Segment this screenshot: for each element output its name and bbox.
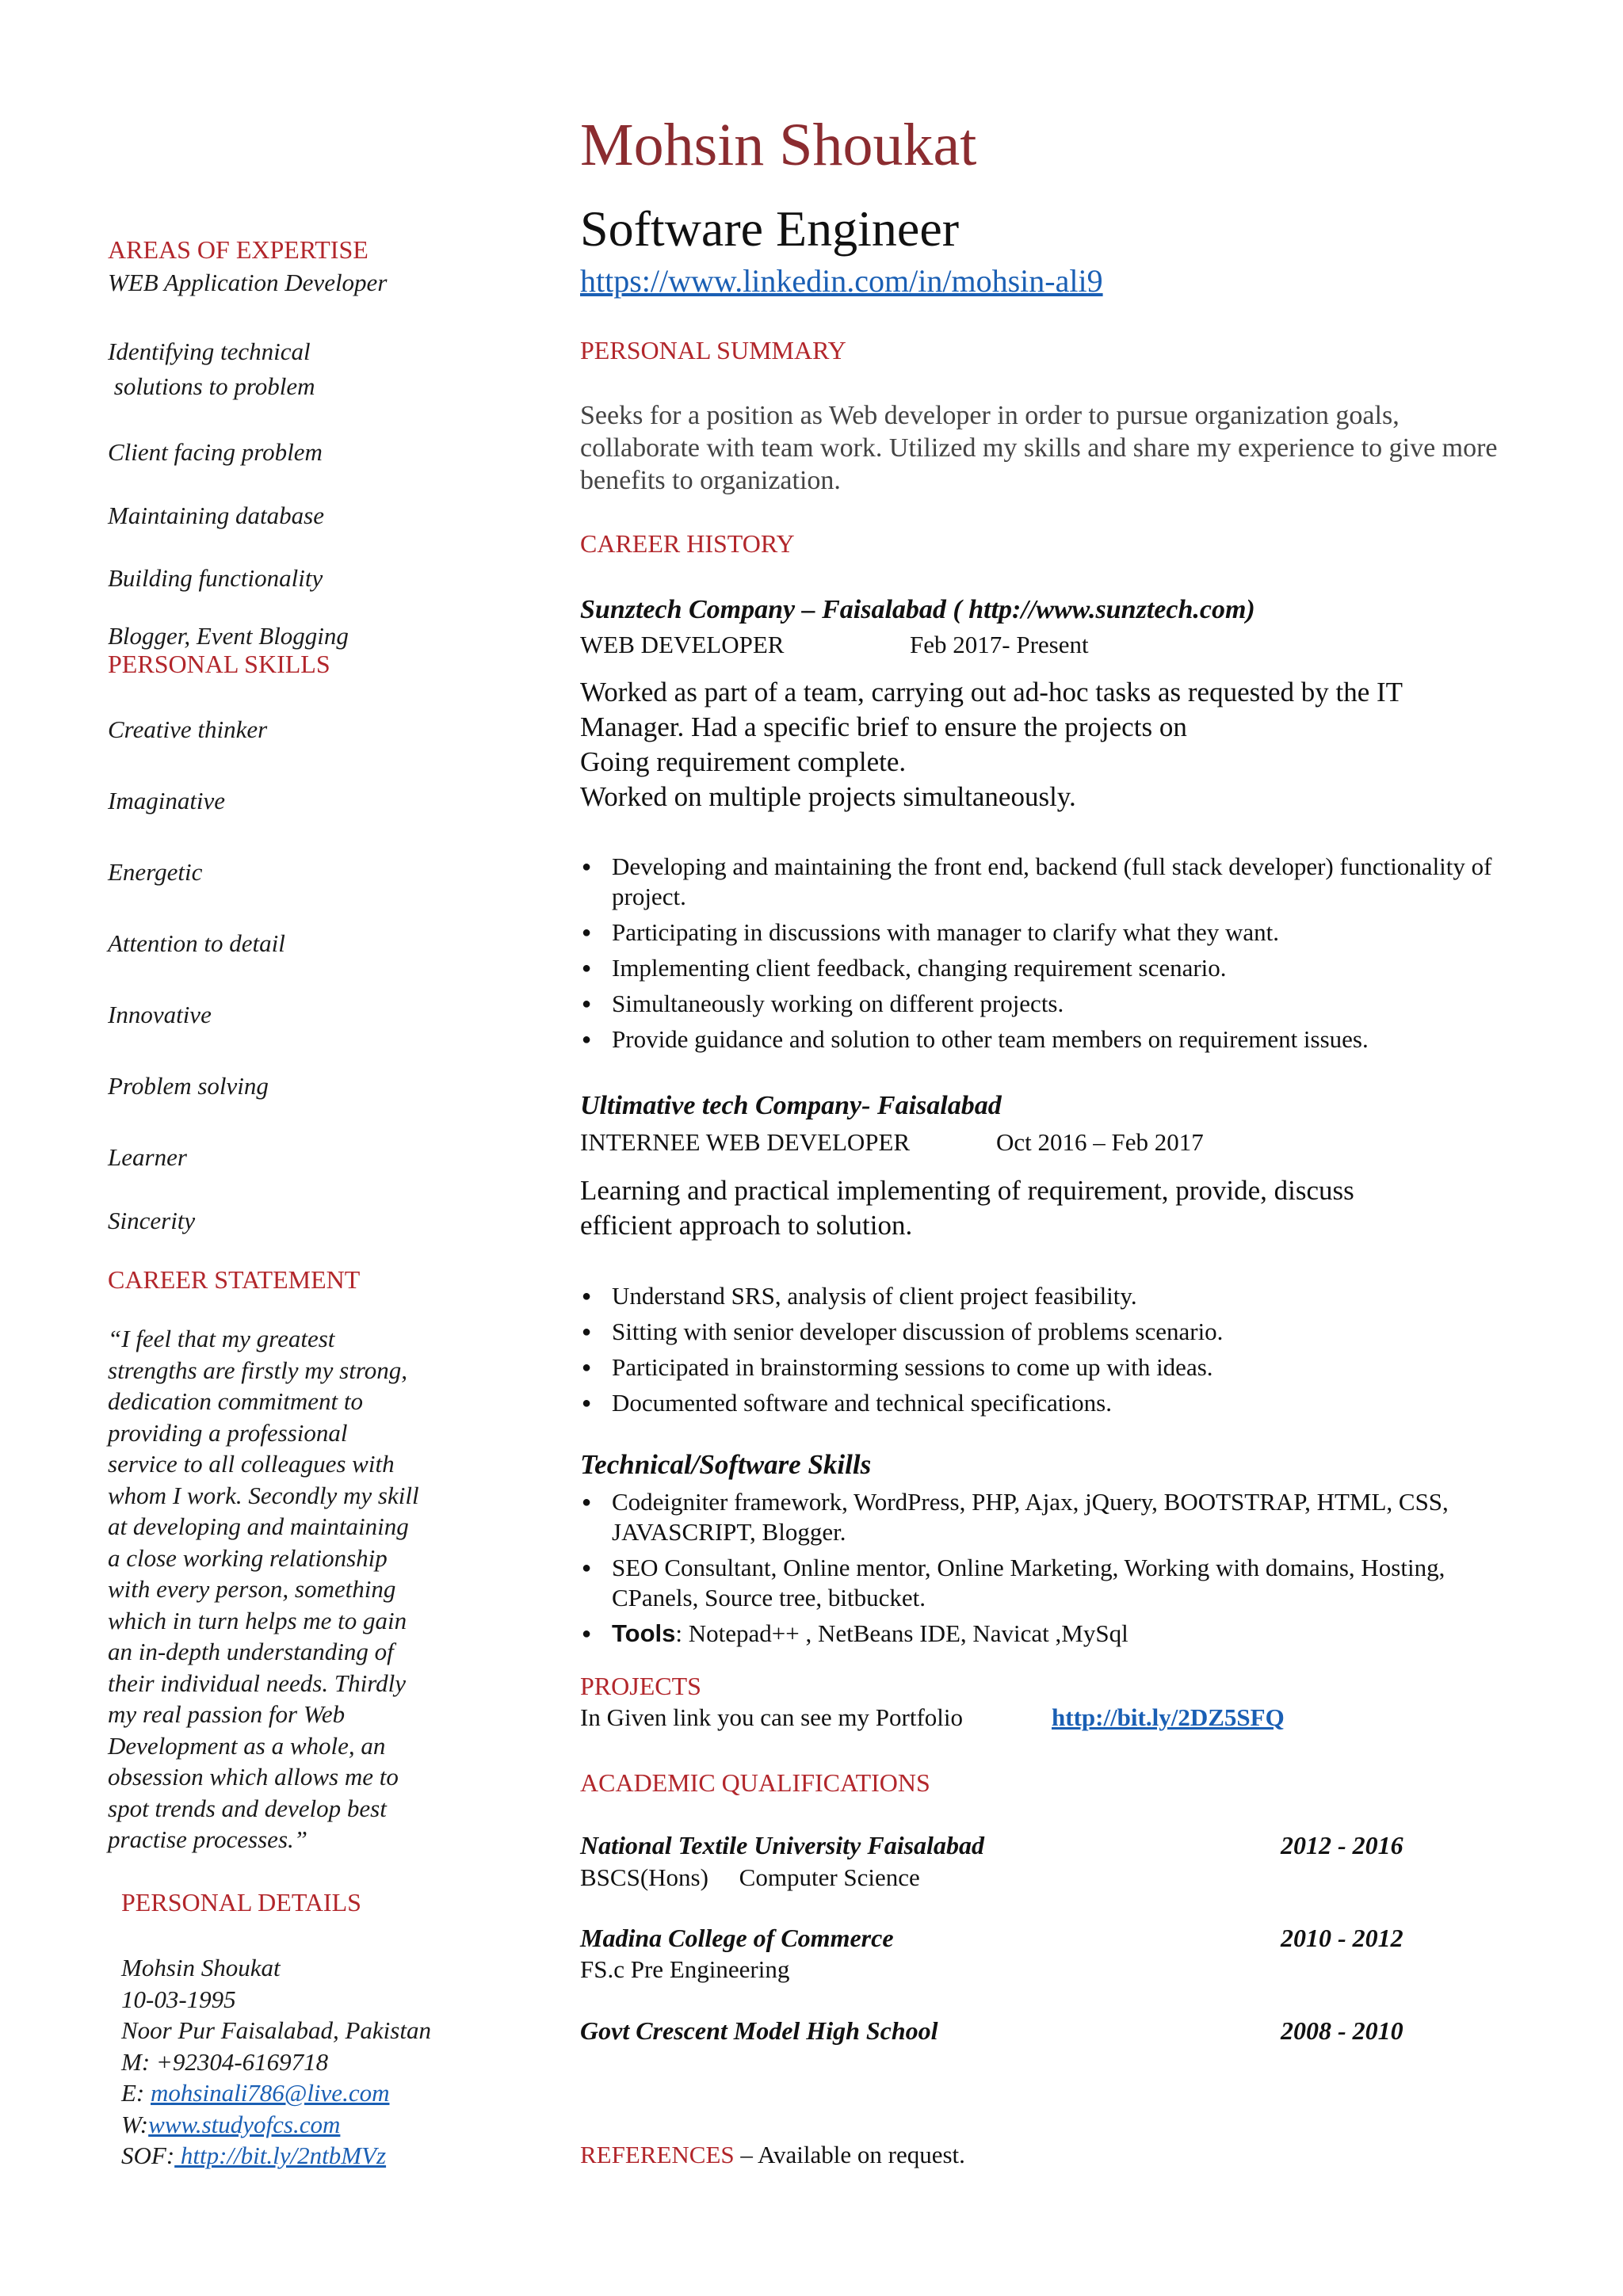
description-line: Worked on multiple projects simultaneously. (580, 781, 1076, 812)
list-item: ● Participating in discussions with manager to clarify what they want. (580, 917, 1507, 948)
statement-line: a close working relationship (108, 1543, 388, 1572)
skill-item: Creative thinker (108, 715, 268, 743)
statement-line: obsession which allows me to (108, 1763, 399, 1791)
career-heading: CAREER HISTORY (580, 529, 795, 558)
list-item-tools (580, 1619, 1507, 1649)
linkedin-link[interactable]: https://www.linkedin.com/in/mohsin-ali9 (580, 263, 1103, 299)
statement-line: at developing and maintaining (108, 1512, 409, 1540)
details-name: Mohsin Shoukat (121, 1954, 281, 1981)
description-line: Learning and practical implementing of requirement, provide, discuss (580, 1175, 1354, 1206)
skill-item: Innovative (108, 1001, 212, 1028)
summary-heading: PERSONAL SUMMARY (580, 336, 846, 364)
statement-line: service to all colleagues with (108, 1450, 395, 1478)
skill-item: Energetic (108, 858, 203, 886)
mobile-label: M: (121, 2047, 156, 2076)
details-address: Noor Pur Faisalabad, Pakistan (121, 2016, 431, 2044)
description-line: Going requirement complete. (580, 746, 907, 777)
skill-item: Sincerity (108, 1207, 196, 1234)
job-dates: Oct 2016 – Feb 2017 (996, 1128, 1204, 1156)
skill-item: Imaginative (108, 787, 226, 814)
skill-item: Problem solving (108, 1072, 269, 1100)
tech-skills-heading: Technical/Software Skills (580, 1449, 872, 1480)
projects-text: In Given link you can see my Portfolio (580, 1703, 963, 1731)
skill-item: Attention to detail (108, 929, 285, 957)
career-statement (108, 1323, 419, 1855)
list-item: ● Sitting with senior developer discussion of problems scenario. (580, 1317, 1507, 1347)
email-label: E: (121, 2079, 151, 2107)
expertise-item: Client facing problem (108, 438, 323, 466)
list-item: ● Participated in brainstorming sessions to come up with ideas. (580, 1352, 1507, 1383)
statement-line: strengths are firstly my strong, (108, 1356, 408, 1384)
references (580, 2141, 965, 2169)
skills-heading: PERSONAL SKILLS (108, 650, 330, 678)
statement-heading: CAREER STATEMENT (108, 1265, 361, 1294)
portfolio-link[interactable]: http://bit.ly/2DZ5SFQ (1052, 1703, 1285, 1731)
description-line: Worked as part of a team, carrying out ad-hoc tasks as requested by the IT (580, 677, 1403, 707)
statement-line: their individual needs. Thirdly (108, 1669, 406, 1697)
web-label: W: (121, 2110, 149, 2138)
statement-line: an in-depth understanding of (108, 1638, 394, 1665)
statement-line: my real passion for Web (108, 1700, 346, 1728)
expertise-heading: AREAS OF EXPERTISE (108, 235, 369, 264)
job-title: Software Engineer (580, 200, 960, 257)
details-web (121, 2109, 431, 2141)
edu-school: Madina College of Commerce (580, 1924, 894, 1952)
list-item: ● Simultaneously working on different projects. (580, 989, 1507, 1019)
edu-years: 2012 - 2016 (1281, 1831, 1403, 1859)
edu-degree: FS.c Pre Engineering (580, 1955, 790, 1983)
statement-line: dedication commitment to (108, 1387, 363, 1415)
expertise-item: WEB Application Developer (108, 269, 388, 296)
description-line: Manager. Had a specific brief to ensure the projects on (580, 711, 1187, 742)
statement-line: Development as a whole, an (108, 1731, 386, 1760)
statement-line: with every person, something (108, 1575, 396, 1603)
job-dates: Feb 2017- Present (910, 631, 1089, 658)
sof-label: SOF: (121, 2142, 175, 2169)
list-item: ● SEO Consultant, Online mentor, Online Marketing, Working with domains, Hosting, CPanels, Source tree, bitbucket. (580, 1553, 1507, 1613)
job-description (580, 1173, 1354, 1243)
edu-years: 2010 - 2012 (1281, 1924, 1403, 1952)
expertise-item: Maintaining database (108, 502, 324, 529)
details-sof (121, 2140, 431, 2172)
edu-degree: BSCS(Hons) Computer Science (580, 1863, 920, 1891)
edu-years: 2008 - 2010 (1281, 2016, 1403, 2045)
expertise-item: Identifying technical (108, 338, 311, 365)
expertise-item: Blogger, Event Blogging (108, 622, 349, 650)
candidate-name: Mohsin Shoukat (580, 112, 977, 178)
statement-line: “I feel that my greatest (108, 1325, 335, 1352)
references-label: REFERENCES (580, 2141, 735, 2168)
job-description (580, 675, 1403, 814)
details-dob: 10-03-1995 (121, 1985, 236, 2013)
tools-text: : Notepad++ , NetBeans IDE, Navicat ,MySql (675, 1619, 1128, 1647)
expertise-item: solutions to problem (108, 372, 315, 400)
list-item: ● Developing and maintaining the front end, backend (full stack developer) functionality of project. (580, 852, 1507, 912)
academic-heading: ACADEMIC QUALIFICATIONS (580, 1768, 930, 1797)
list-item: ● Codeigniter framework, WordPress, PHP, Ajax, jQuery, BOOTSTRAP, HTML, CSS, JAVASCRIPT, Blogger. (580, 1487, 1507, 1547)
job-role: WEB DEVELOPER (580, 631, 785, 658)
statement-line: which in turn helps me to gain (108, 1606, 407, 1634)
job-company: Sunztech Company – Faisalabad ( http://www.sunztech.com) (580, 595, 1255, 624)
personal-details (121, 1952, 431, 2172)
edu-school: National Textile University Faisalabad (580, 1831, 984, 1859)
details-email (121, 2077, 431, 2109)
statement-line: spot trends and develop best (108, 1794, 387, 1822)
details-heading: PERSONAL DETAILS (121, 1888, 361, 1917)
list-item: ● Provide guidance and solution to other team members on requirement issues. (580, 1024, 1507, 1055)
list-item: ● Implementing client feedback, changing requirement scenario. (580, 953, 1507, 983)
references-text: – Available on request. (734, 2141, 965, 2168)
summary-text: Seeks for a position as Web developer in order to pursue organization goals, collaborate with team work. Utilized my skills and share my experience to give more benefits to organization. (580, 401, 1498, 495)
sof-link[interactable]: http://bit.ly/2ntbMVz (174, 2142, 387, 2169)
mobile-value: +92304-6169718 (155, 2047, 329, 2076)
skill-item: Learner (108, 1143, 187, 1171)
list-item: ● Documented software and technical specifications. (580, 1388, 1507, 1418)
description-line: efficient approach to solution. (580, 1210, 913, 1241)
projects-heading: PROJECTS (580, 1672, 701, 1700)
tech-skills-list (580, 1487, 1507, 1654)
job-bullets (580, 1281, 1507, 1424)
details-mobile (121, 2046, 431, 2078)
job-bullets (580, 852, 1507, 1060)
list-item: ● Understand SRS, analysis of client project feasibility. (580, 1281, 1507, 1311)
statement-line: providing a professional (108, 1418, 348, 1447)
job-role: INTERNEE WEB DEVELOPER (580, 1128, 911, 1156)
tools-label: Tools (612, 1619, 676, 1647)
statement-line: practise processes.” (108, 1825, 307, 1853)
job-company: Ultimative tech Company- Faisalabad (580, 1091, 1002, 1120)
edu-school: Govt Crescent Model High School (580, 2016, 938, 2045)
expertise-item: Building functionality (108, 564, 323, 592)
email-link[interactable]: mohsinali786@live.com (151, 2079, 390, 2107)
statement-line: whom I work. Secondly my skill (108, 1481, 419, 1509)
web-link[interactable]: www.studyofcs.com (148, 2110, 341, 2138)
